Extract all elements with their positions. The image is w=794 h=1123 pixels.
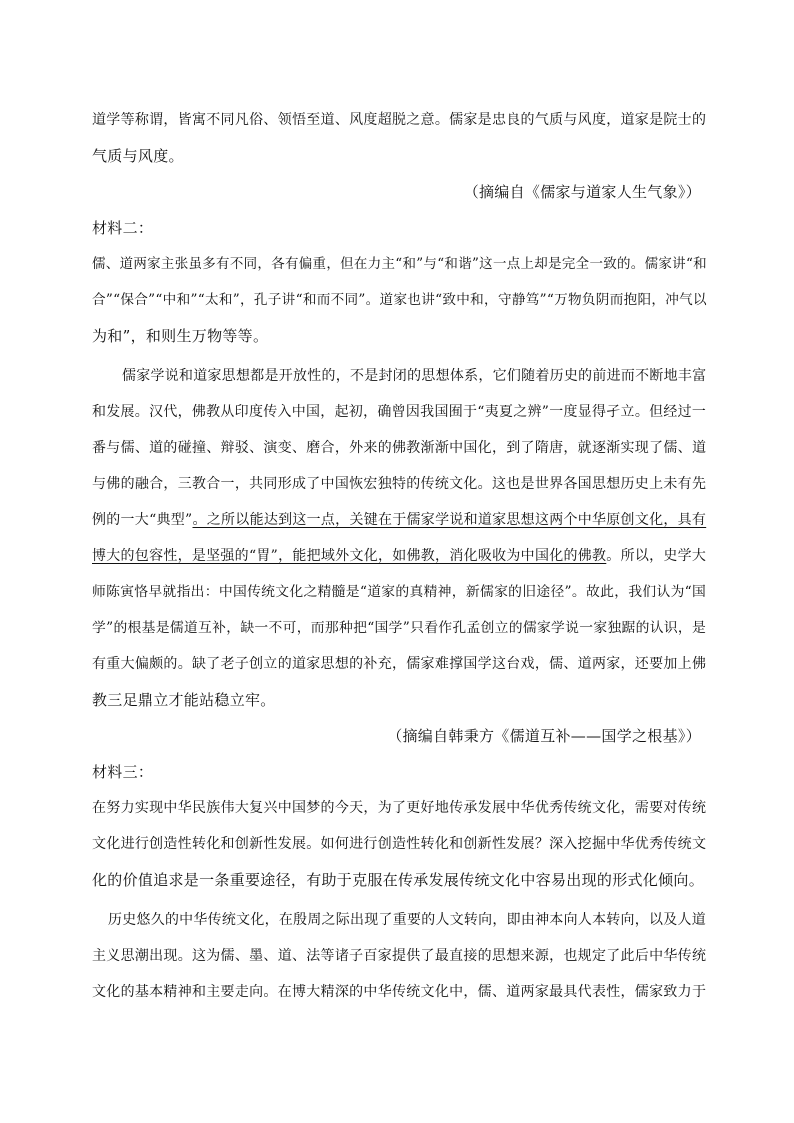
paragraph-line: 文化的基本精神和主要走向。在博大精深的中华传统文化中，儒、道两家最具代表性，儒家致力于 bbox=[92, 984, 707, 1000]
paragraph-line: 在努力实现中华民族伟大复兴中国梦的今天，为了更好地传承发展中华优秀传统文化，需要对传统 bbox=[92, 800, 707, 816]
paragraph-line: 与佛的融合，三教合一，共同形成了中国恢宏独特的传统文化。这也是世界各国思想历史上未有先 bbox=[92, 476, 707, 492]
material-2-heading: 材料二： bbox=[92, 219, 154, 237]
paragraph-line: 历史悠久的中华传统文化，在殷周之际出现了重要的人文转向，即由神本向人本转向，以及人道 bbox=[108, 912, 706, 928]
paragraph-line bbox=[92, 510, 706, 530]
underlined-text: 。之所以能达到这一点，关键在于儒家学说和道家思想这两个中华原创文化，具有 bbox=[192, 512, 707, 528]
underlined-text: 博大的包容性，是坚强的“胃”，能把域外文化，如佛教，消化吸收为中国化的佛教 bbox=[92, 548, 607, 564]
paragraph-line: 为和”，和则生万物等等。 bbox=[92, 327, 269, 345]
paragraph-line: 有重大偏颇的。缺了老子创立的道家思想的补充，儒家难撑国学这台戏，儒、道两家，还要加上佛 bbox=[92, 656, 707, 672]
source-citation-2: （摘编自韩秉方《儒道互补——国学之根基》） bbox=[387, 727, 701, 745]
paragraph-line: 学”的根基是儒道互补，缺一不可，而那种把“国学”只看作孔孟创立的儒家学说一家独踞的认识，是 bbox=[92, 620, 707, 636]
source-citation-1: （摘编自《儒家与道家人生气象》） bbox=[463, 183, 701, 201]
paragraph-line: 师陈寅恪早就指出：中国传统文化之精髓是“道家的真精神，新儒家的旧途径”。故此，我们认为“国 bbox=[92, 584, 707, 600]
paragraph-line: 教三足鼎立才能站稳立牢。 bbox=[92, 691, 276, 709]
plain-text: 。所以，史学大 bbox=[606, 548, 707, 564]
intro-line-2: 气质与风度。 bbox=[92, 147, 184, 165]
material-3-heading: 材料三： bbox=[92, 763, 154, 781]
paragraph-line: 番与儒、道的碰撞、辩驳、演变、磨合，外来的佛教渐渐中国化，到了隋唐，就逐渐实现了儒、道 bbox=[92, 440, 707, 456]
intro-line-1: 道学等称谓，皆寓不同凡俗、领悟至道、风度超脱之意。儒家是忠良的气质与风度，道家是院士的 bbox=[92, 112, 707, 128]
paragraph-line bbox=[92, 546, 706, 566]
paragraph-line: 文化进行创造性转化和创新性发展。如何进行创造性转化和创新性发展？深入挖掘中华优秀传统文 bbox=[92, 836, 707, 852]
paragraph-line: 和发展。汉代，佛教从印度传入中国，起初，确曾因我国囿于“夷夏之辨”一度显得孑立。但经过一 bbox=[92, 404, 707, 420]
paragraph-line: 化的价值追求是一条重要途径，有助于克服在传承发展传统文化中容易出现的形式化倾向。 bbox=[92, 871, 705, 889]
paragraph-line: 儒家学说和道家思想都是开放性的，不是封闭的思想体系，它们随着历史的前进而不断地丰富 bbox=[122, 368, 707, 384]
paragraph-line: 合”“保合”“中和”“太和”，孔子讲“和而不同”。道家也讲“致中和，守静笃”“万物负阴而抱阳，冲气以 bbox=[92, 292, 707, 308]
paragraph-line: 儒、道两家主张虽多有不同，各有偏重，但在力主“和”与“和谐”这一点上却是完全一致的。儒家讲“和 bbox=[92, 256, 707, 272]
plain-text: 例的一大“典型” bbox=[92, 512, 193, 528]
paragraph-line: 主义思潮出现。这为儒、墨、道、法等诸子百家提供了最直接的思想来源，也规定了此后中华传统 bbox=[92, 948, 707, 964]
